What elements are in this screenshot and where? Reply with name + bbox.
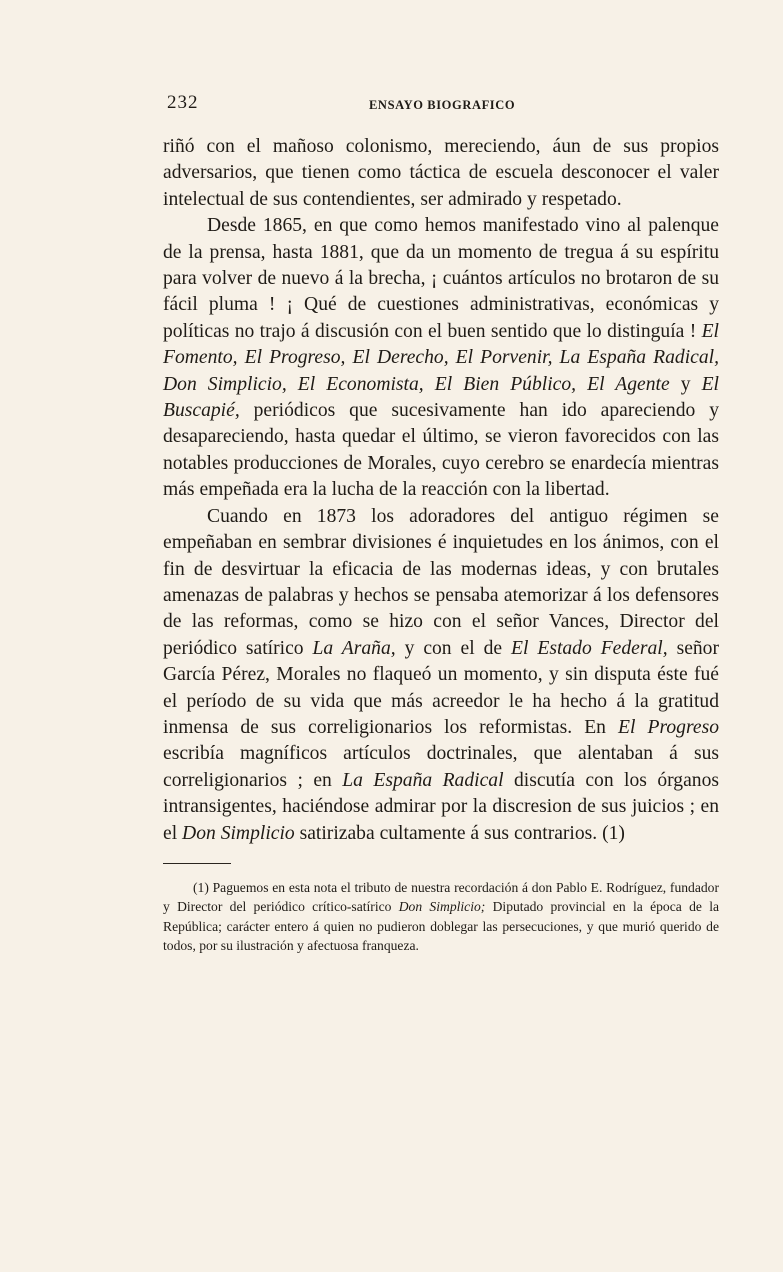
running-title: ENSAYO BIOGRAFICO	[369, 98, 516, 112]
paragraph-2-text-a: Desde 1865, en que como hemos manifestado vino al palenque de la prensa, hasta 1881, que da un momento de tregua á su espíritu para volver de nuevo á la brecha, ¡ cuántos artículos no brotaron de su fácil pluma ! ¡ Qué de cuestiones administrativas, económicas y políticas no trajo á discusión con el buen sentido que lo distinguía !	[163, 215, 719, 342]
paragraph-3-text-a: Cuando en 1873 los adoradores del antiguo régimen se empeñaban en sembrar divisiones é inquietudes en los ánimos, con el fin de desvirtuar la eficacia de las modernas ideas, y con brutales amenazas de palabras y hechos se pensaba atemorizar á los defensores de las reformas, como se hizo con el señor Vances, Director del periódico satírico	[163, 505, 719, 659]
paragraph-3-text-c: señor García Pérez, Morales no flaqueó un momento, y sin disputa éste fué el período de su vida que más acreedor le ha hecho á la gratitud inmensa de sus correligionarios los reformistas. En	[163, 637, 720, 738]
page-number: 232	[167, 92, 199, 113]
paragraph-3	[163, 504, 719, 847]
newspaper-estado-federal: El Estado Federal,	[511, 637, 668, 659]
paragraph-continuation	[163, 134, 719, 213]
newspaper-don-simplicio: Don Simplicio	[182, 822, 295, 844]
paragraph-3-text-d: escribía magníficos artículos doctrinales, que alentaban á sus correligionarios ; en	[163, 743, 719, 791]
footnote-divider	[163, 863, 231, 864]
paragraph-2	[163, 213, 719, 503]
footnote-text-a: (1) Paguemos en esta nota el tributo de nuestra recordación á don Pablo E. Rodríguez, fundador y Director del periódico crítico-satírico	[163, 879, 719, 915]
newspaper-list-1: El Fomento, El Progreso, El Derecho, El Porvenir, La España Radical, Don Simplicio, El Economista, El Bien Público, El Agente	[163, 320, 719, 395]
paragraph-2-text-b: periódicos que sucesivamente han ido apareciendo y desapareciendo, hasta quedar el último, se vieron favorecidos con las notables producciones de Morales, cuyo cerebro se enardecía mientras más empeñada era la lucha de la reacción con la libertad.	[163, 400, 719, 501]
newspaper-espana-radical: La España Radical	[342, 769, 504, 791]
footnote	[163, 878, 719, 956]
paragraph-2-conjunction: y	[669, 373, 702, 395]
newspaper-el-progreso: El Progreso	[618, 716, 719, 738]
page-header	[163, 92, 719, 122]
footnote-don-simplicio: Don Simplicio;	[398, 899, 486, 915]
paragraph-3-text-b: y con el de	[395, 637, 512, 659]
paragraph-3-text-f: satirizaba cultamente á sus contrarios. (1)	[294, 822, 625, 844]
paragraph-3-text-e: discutía con los órganos intransigentes, haciéndose admirar por la discresion de sus juicios ; en el	[163, 769, 720, 844]
newspaper-list-2: El Buscapié,	[163, 373, 719, 422]
paragraph-1-text: riñó con el mañoso colonismo, mereciendo, áun de sus propios adversarios, que tienen como táctica de escuela desconocer el valer intelectual de sus contendientes, ser admirado y respetado.	[163, 136, 719, 210]
book-page	[163, 92, 719, 969]
newspaper-la-arana: La Araña,	[312, 637, 396, 659]
footnote-text-b: Diputado provincial en la época de la República; carácter entero á quien no pudieron doblegar las persecuciones, y que murió querido de todos, por su ilustración y afectuosa franqueza.	[163, 899, 720, 954]
body-text	[163, 134, 719, 847]
